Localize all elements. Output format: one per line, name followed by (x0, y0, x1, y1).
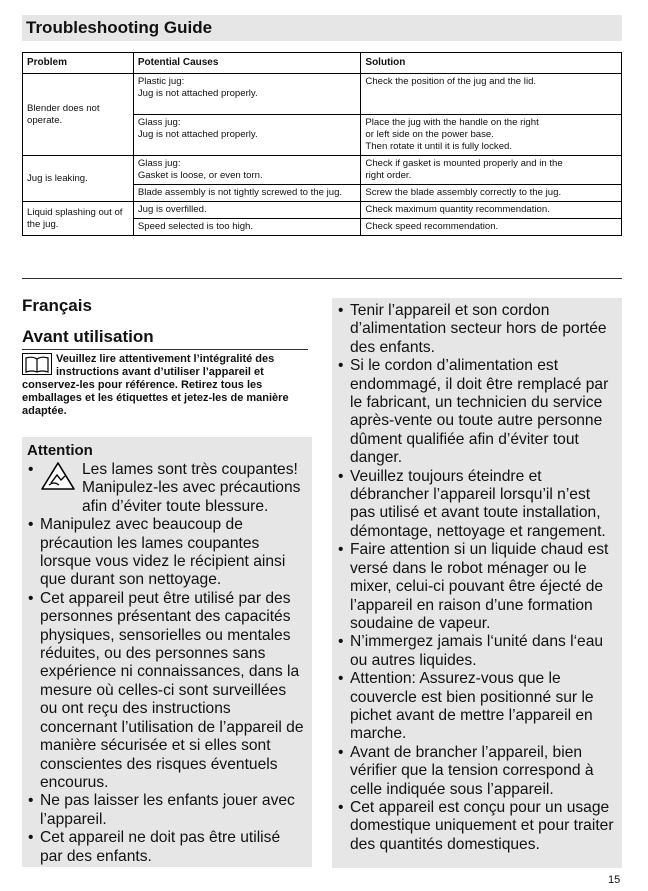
blade-warning-icon (40, 461, 76, 491)
attention-list (22, 461, 312, 866)
cause-text: Glass jug: (137, 117, 181, 128)
list-item: • Tenir l’appareil et son cordon d’alimentation secteur hors de portée des enfants. (350, 302, 616, 357)
table-row (23, 202, 622, 219)
heading-underline (22, 349, 308, 350)
cause-cell: Jug is overfilled. (133, 202, 361, 219)
cause-cell: Speed selected is too high. (133, 219, 361, 236)
page-number: 15 (608, 874, 621, 886)
list-item: • N’immergez jamais l‘unité dans l‘eau ou autres liquides. (350, 633, 616, 670)
list-item (40, 461, 306, 516)
cause-text: Jug is not attached properly. (137, 88, 258, 99)
cause-text: Glass jug: (137, 158, 181, 169)
solution-text: Then rotate it until it is fully locked. (365, 141, 513, 152)
table-row (23, 74, 622, 115)
section-heading: Avant utilisation (22, 327, 154, 346)
solution-cell: Check maximum quantity recommendation. (361, 202, 622, 219)
cause-cell (133, 115, 361, 156)
read-manual-notice (22, 353, 312, 418)
solution-text: Check if gasket is mounted properly and in the (365, 158, 563, 169)
list-item: • Cet appareil ne doit pas être utilisé par des enfants. (40, 829, 306, 866)
solution-text: Check the position of the jug and the lid. (365, 76, 537, 87)
solution-text: right order. (365, 170, 412, 181)
language-heading: Français (22, 296, 92, 315)
problem-cell: Liquid splashing out of the jug. (23, 202, 134, 236)
cause-text: Gasket is loose, or even torn. (137, 170, 263, 181)
solution-cell: Screw the blade assembly correctly to the jug. (361, 185, 622, 202)
solution-text: or left side on the power base. (365, 129, 494, 140)
read-notice-text: Veuillez lire attentivement l’intégralité des instructions avant d’utiliser l’appareil et conservez-les pour référence. Retirez tous les emballages et les étiquettes et jetez-les de manière adaptée. (22, 353, 289, 417)
column-header-causes: Potential Causes (133, 53, 361, 74)
attention-title: Attention (27, 442, 93, 459)
list-item: • Manipulez avec beaucoup de précaution les lames coupantes lorsque vous videz le récipient ainsi que durant son nettoyage. (40, 516, 306, 590)
solution-cell (361, 115, 622, 156)
troubleshooting-table (22, 52, 622, 236)
troubleshooting-title: Troubleshooting Guide (26, 18, 213, 37)
cause-cell: Blade assembly is not tightly screwed to the jug. (133, 185, 361, 202)
cause-text: Plastic jug: (137, 76, 185, 87)
table-header-row (23, 53, 622, 74)
cause-cell (133, 156, 361, 185)
list-item: • Cet appareil est conçu pour un usage domestique uniquement et pour traiter des quantités domestiques. (350, 799, 616, 854)
list-item: • Ne pas laisser les enfants jouer avec l’appareil. (40, 792, 306, 829)
problem-cell: Blender does not operate. (23, 74, 134, 156)
list-item: • Faire attention si un liquide chaud est versé dans le robot ménager ou le mixer, celui-ci pouvant être éjecté de l’appareil en raison d’une formation soudaine de vapeur. (350, 541, 616, 633)
troubleshooting-title-bar (22, 15, 622, 41)
problem-cell: Jug is leaking. (23, 156, 134, 202)
attention-item-text: • Les lames sont très coupantes! Manipulez-les avec précautions afin d’éviter toute blessure. (82, 461, 301, 515)
list-item: • Cet appareil peut être utilisé par des personnes présentant des capacités physiques, sensorielles ou mentales réduites, ou des personnes sans expérience ni connaissances, dans la mesure où celles-ci sont surveillées ou ont reçu des instructions concernant l’utilisation de l’appareil de manière sécurisée et si elles sont conscientes des risques éventuels encourus. (40, 590, 306, 792)
column-header-problem: Problem (23, 53, 134, 74)
safety-instructions-box (332, 298, 622, 868)
table-row (23, 156, 622, 185)
list-item: • Avant de brancher l’appareil, bien vérifier que la tension correspond à celle indiquée sous l’appareil. (350, 744, 616, 799)
cause-text: Jug is not attached properly. (137, 129, 258, 140)
solution-cell (361, 156, 622, 185)
list-item: • Si le cordon d’alimentation est endommagé, il doit être remplacé par le fabricant, un technicien du service après-vente ou toute autre personne dûment qualifiée afin d’éviter tout danger. (350, 357, 616, 467)
list-item: • Attention: Assurez-vous que le couvercle est bien positionné sur le pichet avant de mettre l’appareil en marche. (350, 670, 616, 744)
solution-cell: Check speed recommendation. (361, 219, 622, 236)
solution-cell (361, 74, 622, 115)
column-header-solution: Solution (361, 53, 622, 74)
safety-list (332, 298, 622, 854)
section-divider (22, 278, 622, 279)
solution-text: Place the jug with the handle on the right (365, 117, 539, 128)
cause-cell (133, 74, 361, 115)
list-item: • Veuillez toujours éteindre et débrancher l’appareil lorsqu’il n’est pas utilisé et avant toute installation, démontage, nettoyage et rangement. (350, 468, 616, 542)
attention-box (22, 437, 312, 867)
open-book-icon (22, 353, 52, 375)
